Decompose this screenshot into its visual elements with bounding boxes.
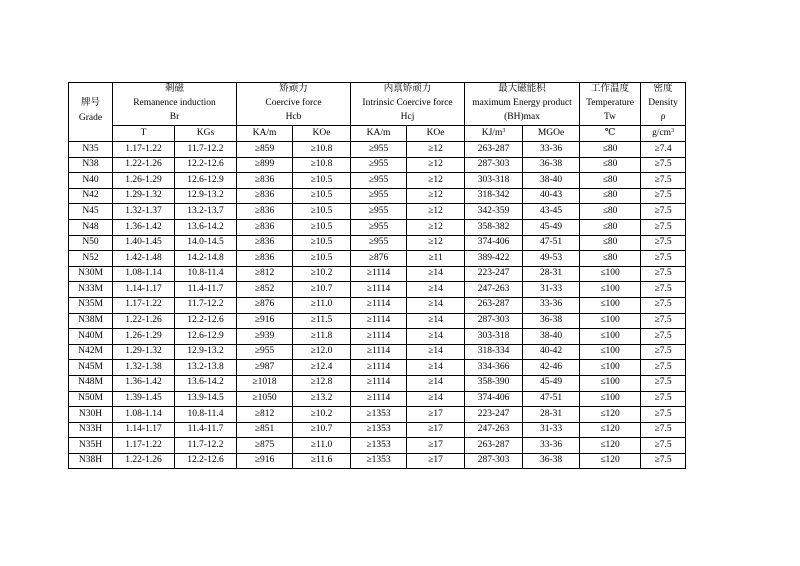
cell-hcj-koe: ≥12 [407,219,465,235]
cell-hcj-koe: ≥12 [407,157,465,173]
hcb-header-symbol: Hcb [237,111,351,126]
cell-temp-tw: ≤100 [580,391,641,407]
cell-density-rho: ≥7.5 [641,297,686,313]
cell-br-t: 1.42-1.48 [113,251,175,267]
cell-density-rho: ≥7.5 [641,313,686,329]
cell-grade: N50M [69,391,113,407]
cell-bhmax-mgoe: 31-33 [523,422,580,438]
cell-hcb-kam: ≥836 [237,251,293,267]
cell-hcj-koe: ≥14 [407,391,465,407]
table-row [69,251,686,267]
table-row [69,188,686,204]
cell-br-kgs: 13.2-13.7 [175,204,237,220]
cell-hcb-koe: ≥11.5 [293,313,351,329]
cell-hcb-koe: ≥10.2 [293,266,351,282]
cell-hcb-koe: ≥10.5 [293,219,351,235]
cell-hcb-kam: ≥916 [237,313,293,329]
grade-header-blank [69,83,113,98]
cell-hcb-kam: ≥899 [237,157,293,173]
cell-bhmax-mgoe: 49-53 [523,251,580,267]
cell-hcb-koe: ≥10.5 [293,188,351,204]
cell-density-rho: ≥7.5 [641,453,686,469]
cell-br-t: 1.32-1.37 [113,204,175,220]
cell-temp-tw: ≤100 [580,266,641,282]
unit-bhmax-mgoe: MGOe [523,126,580,142]
unit-density-gcm3-text: $g/cm^3$ [652,127,675,138]
cell-hcb-koe: ≥12.0 [293,344,351,360]
unit-density-gcm3 [641,126,686,142]
table-row [69,204,686,220]
cell-grade: N35H [69,438,113,454]
cell-br-t: 1.17-1.22 [113,142,175,158]
cell-bhmax-kjm3: 374-406 [465,391,523,407]
cell-hcj-kam: ≥1353 [351,438,407,454]
cell-hcj-koe: ≥14 [407,329,465,345]
cell-bhmax-kjm3: 303-318 [465,173,523,189]
cell-hcb-koe: ≥10.5 [293,204,351,220]
cell-hcj-koe: ≥14 [407,297,465,313]
table-row [69,438,686,454]
br-header-symbol: Br [113,111,237,126]
cell-hcb-koe: ≥10.7 [293,422,351,438]
cell-temp-tw: ≤120 [580,453,641,469]
cell-hcb-kam: ≥939 [237,329,293,345]
cell-hcb-koe: ≥10.8 [293,157,351,173]
table-row [69,407,686,423]
cell-hcj-koe: ≥12 [407,142,465,158]
cell-hcj-koe: ≥17 [407,407,465,423]
cell-hcb-kam: ≥987 [237,360,293,376]
cell-hcj-kam: ≥1114 [351,344,407,360]
cell-temp-tw: ≤120 [580,407,641,423]
cell-br-t: 1.29-1.32 [113,188,175,204]
cell-temp-tw: ≤80 [580,235,641,251]
cell-hcj-kam: ≥1114 [351,391,407,407]
cell-hcj-kam: ≥1114 [351,329,407,345]
cell-br-t: 1.36-1.42 [113,375,175,391]
cell-hcb-kam: ≥812 [237,266,293,282]
cell-br-t: 1.08-1.14 [113,266,175,282]
table-row [69,344,686,360]
table-row [69,219,686,235]
cell-hcj-kam: ≥955 [351,157,407,173]
cell-hcj-kam: ≥1353 [351,422,407,438]
cell-bhmax-kjm3: 287-303 [465,157,523,173]
cell-hcb-kam: ≥955 [237,344,293,360]
temp-header-cn: 工作温度 [580,83,641,98]
cell-temp-tw: ≤80 [580,188,641,204]
cell-hcj-koe: ≥17 [407,422,465,438]
cell-hcj-koe: ≥14 [407,375,465,391]
unit-bhmax-kjm3 [465,126,523,142]
cell-br-t: 1.32-1.38 [113,360,175,376]
cell-density-rho: ≥7.5 [641,422,686,438]
cell-hcj-kam: ≥955 [351,204,407,220]
cell-hcj-koe: ≥12 [407,173,465,189]
cell-temp-tw: ≤80 [580,219,641,235]
cell-hcj-koe: ≥11 [407,251,465,267]
cell-hcj-kam: ≥1114 [351,282,407,298]
cell-bhmax-mgoe: 43-45 [523,204,580,220]
cell-density-rho: ≥7.5 [641,251,686,267]
cell-bhmax-mgoe: 45-49 [523,219,580,235]
table-row [69,422,686,438]
cell-bhmax-mgoe: 28-31 [523,266,580,282]
cell-hcb-koe: ≥12.4 [293,360,351,376]
cell-bhmax-kjm3: 358-382 [465,219,523,235]
unit-temp-celsius: ℃ [580,126,641,142]
cell-hcj-kam: ≥1114 [351,297,407,313]
cell-br-kgs: 12.9-13.2 [175,344,237,360]
cell-density-rho: ≥7.5 [641,344,686,360]
cell-br-t: 1.08-1.14 [113,407,175,423]
table-row [69,173,686,189]
cell-hcb-kam: ≥836 [237,173,293,189]
cell-bhmax-kjm3: 358-390 [465,375,523,391]
cell-hcb-koe: ≥10.7 [293,282,351,298]
hcj-header-cn: 内禀矫顽力 [351,83,465,98]
cell-bhmax-kjm3: 223-247 [465,407,523,423]
cell-bhmax-kjm3: 318-334 [465,344,523,360]
cell-hcj-kam: ≥955 [351,173,407,189]
cell-temp-tw: ≤100 [580,329,641,345]
cell-density-rho: ≥7.5 [641,266,686,282]
cell-br-t: 1.29-1.32 [113,344,175,360]
cell-grade: N30M [69,266,113,282]
cell-hcb-koe: ≥12.8 [293,375,351,391]
cell-bhmax-kjm3: 374-406 [465,235,523,251]
cell-bhmax-kjm3: 263-287 [465,297,523,313]
temp-header-en: Temperature [580,97,641,111]
cell-br-t: 1.22-1.26 [113,157,175,173]
cell-bhmax-mgoe: 33-36 [523,297,580,313]
cell-hcj-koe: ≥14 [407,313,465,329]
table-row [69,453,686,469]
cell-br-t: 1.26-1.29 [113,329,175,345]
cell-hcb-kam: ≥1018 [237,375,293,391]
unit-hcb-koe: KOe [293,126,351,142]
cell-hcj-kam: ≥955 [351,235,407,251]
cell-temp-tw: ≤100 [580,313,641,329]
cell-bhmax-mgoe: 45-49 [523,375,580,391]
cell-temp-tw: ≤120 [580,422,641,438]
table-header [69,83,686,142]
cell-br-t: 1.22-1.26 [113,453,175,469]
cell-hcb-kam: ≥876 [237,297,293,313]
cell-bhmax-mgoe: 31-33 [523,282,580,298]
cell-hcb-koe: ≥10.5 [293,173,351,189]
cell-grade: N48 [69,219,113,235]
cell-density-rho: ≥7.5 [641,407,686,423]
cell-bhmax-mgoe: 36-38 [523,313,580,329]
cell-grade: N35 [69,142,113,158]
cell-br-t: 1.17-1.22 [113,297,175,313]
cell-br-kgs: 13.9-14.5 [175,391,237,407]
unit-bhmax-kjm3-text: $KJ/m^3$ [481,127,506,138]
cell-grade: N42 [69,188,113,204]
cell-density-rho: ≥7.5 [641,188,686,204]
cell-bhmax-kjm3: 287-303 [465,453,523,469]
cell-br-kgs: 13.6-14.2 [175,219,237,235]
density-header-cn: 密度 [641,83,686,98]
cell-br-kgs: 14.2-14.8 [175,251,237,267]
cell-hcb-kam: ≥852 [237,282,293,298]
cell-grade: N40M [69,329,113,345]
cell-hcj-kam: ≥1114 [351,375,407,391]
cell-br-kgs: 12.6-12.9 [175,173,237,189]
cell-density-rho: ≥7.5 [641,360,686,376]
table-row [69,313,686,329]
cell-grade: N33H [69,422,113,438]
cell-hcj-kam: ≥1353 [351,453,407,469]
cell-hcj-koe: ≥12 [407,188,465,204]
cell-br-kgs: 10.8-11.4 [175,266,237,282]
cell-hcb-kam: ≥836 [237,204,293,220]
cell-density-rho: ≥7.5 [641,329,686,345]
cell-br-kgs: 11.4-11.7 [175,422,237,438]
cell-bhmax-kjm3: 334-366 [465,360,523,376]
grade-header-en: Grade [69,111,113,126]
cell-hcb-kam: ≥812 [237,407,293,423]
cell-grade: N42M [69,344,113,360]
cell-density-rho: ≥7.5 [641,438,686,454]
cell-br-kgs: 12.2-12.6 [175,313,237,329]
bhmax-header-cn: 最大磁能积 [465,83,580,98]
cell-bhmax-mgoe: 28-31 [523,407,580,423]
cell-temp-tw: ≤80 [580,173,641,189]
cell-bhmax-mgoe: 33-36 [523,142,580,158]
cell-hcj-kam: ≥1353 [351,407,407,423]
cell-br-kgs: 12.9-13.2 [175,188,237,204]
unit-br-kgs: KGs [175,126,237,142]
cell-density-rho: ≥7.5 [641,235,686,251]
cell-br-t: 1.39-1.45 [113,391,175,407]
br-header-en: Remanence induction [113,97,237,111]
cell-density-rho: ≥7.5 [641,375,686,391]
cell-bhmax-kjm3: 389-422 [465,251,523,267]
cell-bhmax-mgoe: 40-43 [523,188,580,204]
cell-bhmax-mgoe: 38-40 [523,329,580,345]
cell-hcj-kam: ≥955 [351,219,407,235]
cell-br-t: 1.14-1.17 [113,422,175,438]
cell-hcb-koe: ≥11.0 [293,297,351,313]
density-header-symbol: ρ [641,111,686,126]
cell-grade: N50 [69,235,113,251]
cell-hcj-koe: ≥14 [407,344,465,360]
cell-br-kgs: 14.0-14.5 [175,235,237,251]
cell-hcb-koe: ≥13.2 [293,391,351,407]
table-row [69,142,686,158]
cell-br-kgs: 12.6-12.9 [175,329,237,345]
cell-br-kgs: 13.2-13.8 [175,360,237,376]
cell-bhmax-mgoe: 33-36 [523,438,580,454]
cell-hcj-kam: ≥1114 [351,360,407,376]
cell-hcb-kam: ≥859 [237,142,293,158]
unit-hcb-kam: KA/m [237,126,293,142]
grade-unit-blank [69,126,113,142]
cell-grade: N40 [69,173,113,189]
cell-br-t: 1.17-1.22 [113,438,175,454]
cell-hcj-koe: ≥14 [407,266,465,282]
cell-bhmax-kjm3: 318-342 [465,188,523,204]
cell-hcj-kam: ≥955 [351,188,407,204]
cell-temp-tw: ≤120 [580,438,641,454]
cell-bhmax-mgoe: 40-42 [523,344,580,360]
table-row [69,157,686,173]
temp-header-symbol: Tw [580,111,641,126]
cell-br-t: 1.36-1.42 [113,219,175,235]
cell-temp-tw: ≤80 [580,204,641,220]
cell-br-t: 1.22-1.26 [113,313,175,329]
cell-hcj-koe: ≥17 [407,438,465,454]
cell-grade: N48M [69,375,113,391]
cell-grade: N33M [69,282,113,298]
cell-bhmax-kjm3: 263-287 [465,142,523,158]
magnet-grade-sheet [68,82,686,469]
density-header-en: Density [641,97,686,111]
hcj-header-en: Intrinsic Coercive force [351,97,465,111]
hcb-header-en: Coercive force [237,97,351,111]
cell-density-rho: ≥7.5 [641,157,686,173]
cell-bhmax-mgoe: 36-38 [523,453,580,469]
table-row [69,360,686,376]
cell-hcb-kam: ≥1050 [237,391,293,407]
cell-temp-tw: ≤80 [580,142,641,158]
cell-hcb-kam: ≥836 [237,188,293,204]
cell-bhmax-kjm3: 263-287 [465,438,523,454]
unit-br-t: T [113,126,175,142]
cell-grade: N45M [69,360,113,376]
cell-temp-tw: ≤100 [580,344,641,360]
unit-hcj-kam: KA/m [351,126,407,142]
cell-density-rho: ≥7.5 [641,282,686,298]
cell-grade: N30H [69,407,113,423]
cell-hcb-kam: ≥851 [237,422,293,438]
cell-grade: N45 [69,204,113,220]
table-row [69,329,686,345]
cell-density-rho: ≥7.4 [641,142,686,158]
cell-temp-tw: ≤80 [580,251,641,267]
cell-grade: N38 [69,157,113,173]
cell-grade: N38H [69,453,113,469]
cell-bhmax-kjm3: 287-303 [465,313,523,329]
cell-bhmax-kjm3: 223-247 [465,266,523,282]
cell-bhmax-kjm3: 342-359 [465,204,523,220]
table-row [69,391,686,407]
cell-hcj-koe: ≥12 [407,235,465,251]
cell-br-t: 1.14-1.17 [113,282,175,298]
cell-bhmax-mgoe: 36-38 [523,157,580,173]
bhmax-header-symbol: (BH)max [465,111,580,126]
unit-hcj-koe: KOe [407,126,465,142]
cell-bhmax-kjm3: 247-263 [465,422,523,438]
cell-hcb-koe: ≥11.6 [293,453,351,469]
magnet-properties-table [68,82,686,469]
cell-bhmax-mgoe: 38-40 [523,173,580,189]
cell-temp-tw: ≤100 [580,297,641,313]
table-row [69,266,686,282]
cell-temp-tw: ≤100 [580,360,641,376]
grade-header-cn: 牌号 [69,97,113,111]
cell-grade: N52 [69,251,113,267]
cell-br-t: 1.40-1.45 [113,235,175,251]
cell-br-kgs: 11.7-12.2 [175,297,237,313]
cell-hcj-koe: ≥12 [407,204,465,220]
cell-hcj-koe: ≥14 [407,282,465,298]
cell-br-kgs: 13.6-14.2 [175,375,237,391]
cell-br-kgs: 12.2-12.6 [175,453,237,469]
cell-density-rho: ≥7.5 [641,173,686,189]
cell-bhmax-kjm3: 247-263 [465,282,523,298]
cell-temp-tw: ≤80 [580,157,641,173]
cell-br-kgs: 12.2-12.6 [175,157,237,173]
cell-temp-tw: ≤100 [580,282,641,298]
cell-bhmax-mgoe: 47-51 [523,391,580,407]
table-body [69,142,686,469]
cell-density-rho: ≥7.5 [641,219,686,235]
cell-hcb-kam: ≥836 [237,219,293,235]
hcb-header-cn: 矫顽力 [237,83,351,98]
table-row [69,297,686,313]
cell-hcj-kam: ≥955 [351,142,407,158]
cell-hcb-koe: ≥10.5 [293,235,351,251]
cell-hcb-koe: ≥10.8 [293,142,351,158]
cell-hcj-koe: ≥14 [407,360,465,376]
cell-hcj-kam: ≥1114 [351,313,407,329]
table-row [69,375,686,391]
cell-temp-tw: ≤100 [580,375,641,391]
table-row [69,235,686,251]
cell-grade: N35M [69,297,113,313]
cell-hcj-kam: ≥876 [351,251,407,267]
cell-hcb-koe: ≥11.0 [293,438,351,454]
cell-br-kgs: 11.7-12.2 [175,142,237,158]
hcj-header-symbol: Hcj [351,111,465,126]
cell-hcj-kam: ≥1114 [351,266,407,282]
cell-hcb-kam: ≥875 [237,438,293,454]
cell-bhmax-mgoe: 47-51 [523,235,580,251]
cell-grade: N38M [69,313,113,329]
cell-hcb-koe: ≥11.8 [293,329,351,345]
table-row [69,282,686,298]
cell-hcb-koe: ≥10.5 [293,251,351,267]
cell-br-t: 1.26-1.29 [113,173,175,189]
cell-hcj-koe: ≥17 [407,453,465,469]
cell-bhmax-kjm3: 303-318 [465,329,523,345]
bhmax-header-en: maximum Energy product [465,97,580,111]
cell-br-kgs: 11.4-11.7 [175,282,237,298]
cell-br-kgs: 11.7-12.2 [175,438,237,454]
cell-bhmax-mgoe: 42-46 [523,360,580,376]
cell-hcb-kam: ≥836 [237,235,293,251]
cell-hcb-kam: ≥916 [237,453,293,469]
cell-hcb-koe: ≥10.2 [293,407,351,423]
cell-density-rho: ≥7.5 [641,391,686,407]
cell-br-kgs: 10.8-11.4 [175,407,237,423]
br-header-cn: 剩磁 [113,83,237,98]
cell-density-rho: ≥7.5 [641,204,686,220]
